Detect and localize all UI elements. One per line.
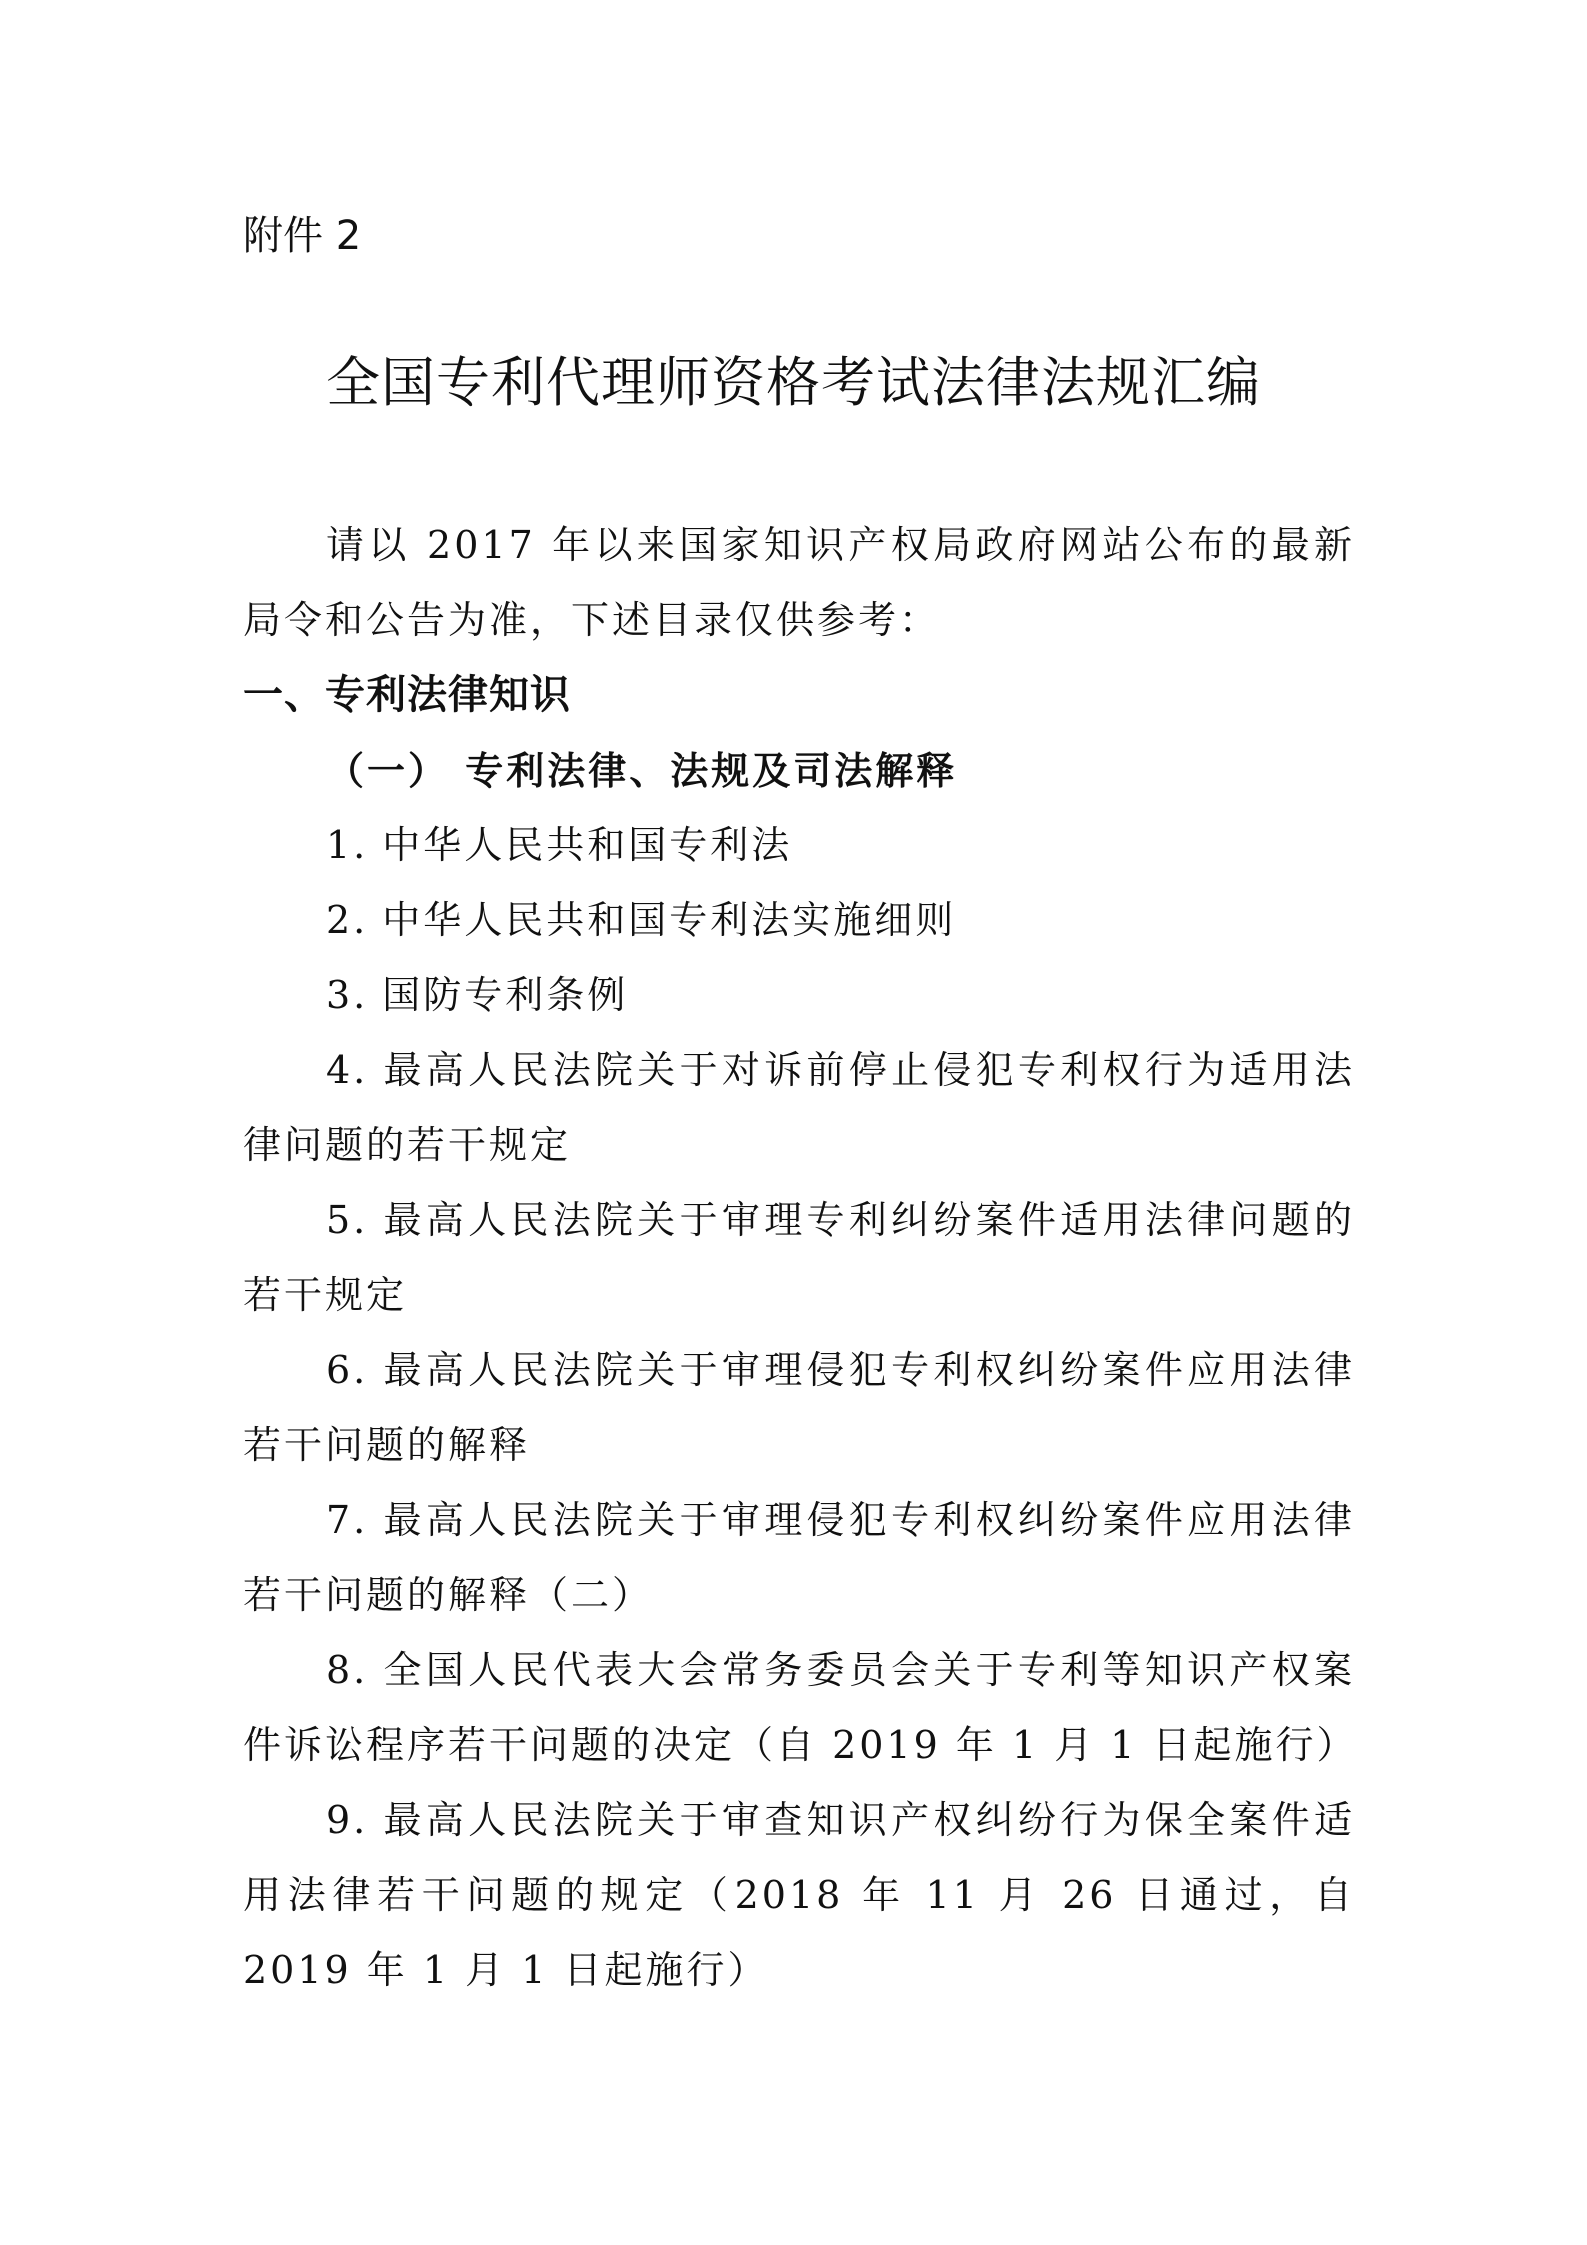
item-text: 全国人民代表大会常务委员会关于专利等知识产权案件诉讼程序若干问题的决定（自 2019 年 1 月 1 日起施行） xyxy=(243,1648,1358,1767)
section-heading: 一、专利法律知识 xyxy=(243,672,571,718)
list-item xyxy=(243,1483,1355,1633)
item-text: 最高人民法院关于审理侵犯专利权纠纷案件应用法律若干问题的解释 xyxy=(243,1348,1355,1467)
list-item xyxy=(243,1183,1355,1333)
subsection-heading: （一） 专利法律、法规及司法解释 xyxy=(326,748,958,793)
item-text: 中华人民共和国专利法 xyxy=(382,823,793,867)
intro-paragraph: 请以 2017 年以来国家知识产权局政府网站公布的最新局令和公告为准，下述目录仅供参考： xyxy=(243,523,1355,642)
list-item xyxy=(243,1633,1358,1783)
item-text: 最高人民法院关于审理侵犯专利权纠纷案件应用法律若干问题的解释（二） xyxy=(243,1498,1355,1617)
attachment-label: 附件 2 xyxy=(243,213,362,259)
document-title: 全国专利代理师资格考试法律法规汇编 xyxy=(326,351,1261,414)
list-item xyxy=(243,883,1355,958)
item-number: 7. xyxy=(326,1498,369,1542)
list-item xyxy=(243,1333,1355,1483)
item-text: 最高人民法院关于审查知识产权纠纷行为保全案件适用法律若干问题的规定（2018 年 11 月 26 日通过，自 2019 年 1 月 1 日起施行） xyxy=(243,1798,1355,1992)
item-number: 1. xyxy=(326,823,369,867)
item-number: 8. xyxy=(326,1648,369,1692)
item-text: 中华人民共和国专利法实施细则 xyxy=(382,898,957,942)
list-item xyxy=(243,1033,1355,1183)
item-number: 2. xyxy=(326,898,369,942)
item-number: 6. xyxy=(326,1348,369,1392)
list-item xyxy=(243,958,1355,1033)
list-item xyxy=(243,1783,1355,2008)
list-item xyxy=(243,808,1355,883)
item-text: 国防专利条例 xyxy=(382,973,629,1017)
item-number: 5. xyxy=(326,1198,369,1242)
item-number: 4. xyxy=(326,1048,369,1092)
document-body xyxy=(243,508,1358,2008)
item-number: 9. xyxy=(326,1798,369,1842)
item-text: 最高人民法院关于审理专利纠纷案件适用法律问题的若干规定 xyxy=(243,1198,1355,1317)
item-number: 3. xyxy=(326,973,369,1017)
item-text: 最高人民法院关于对诉前停止侵犯专利权行为适用法律问题的若干规定 xyxy=(243,1048,1355,1167)
